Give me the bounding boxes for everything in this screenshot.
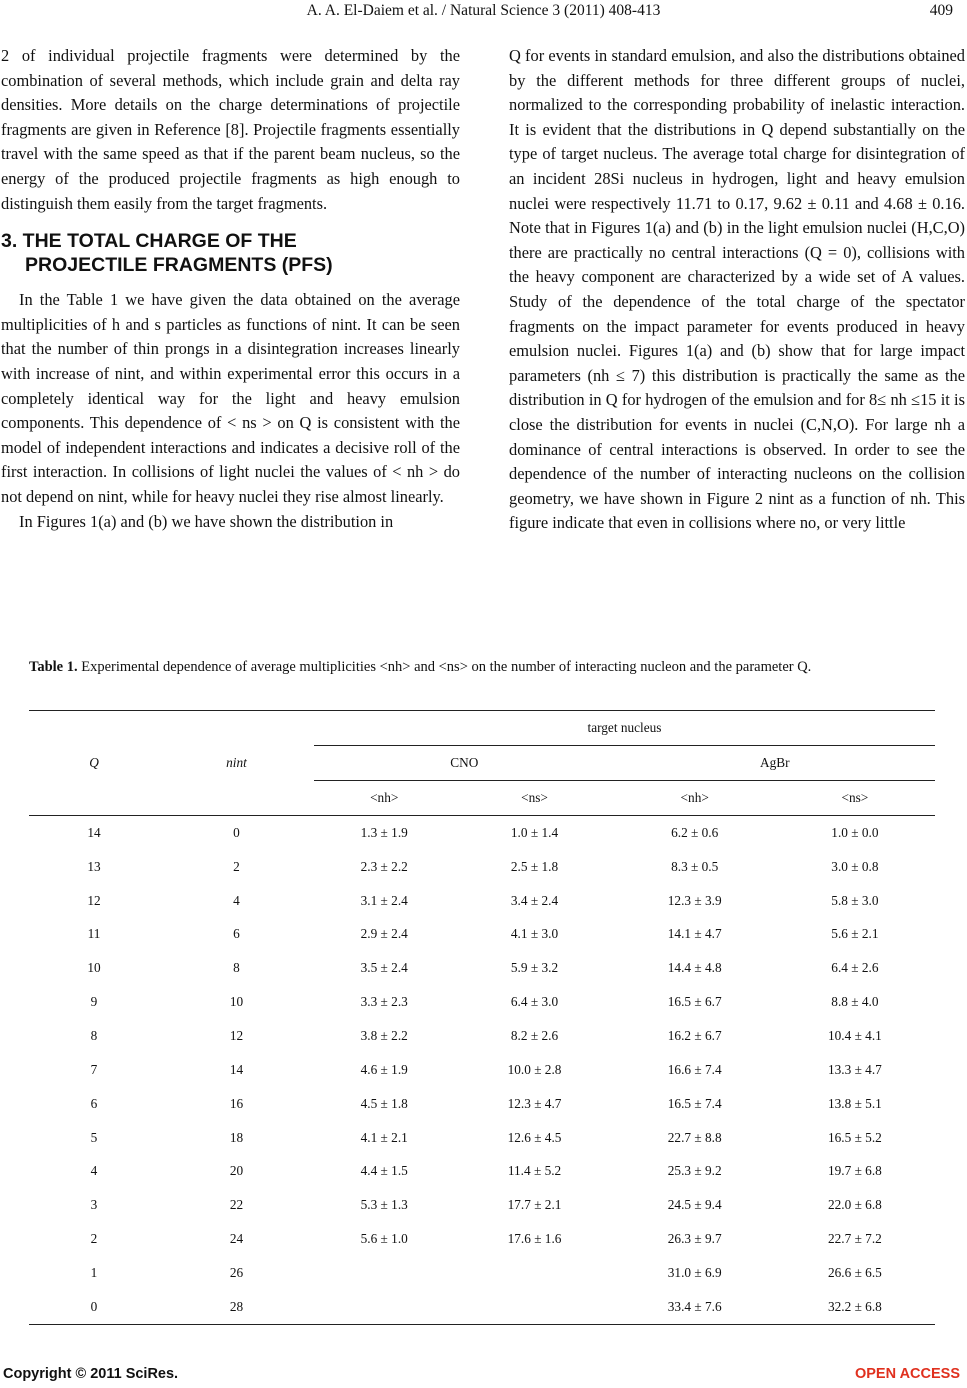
table-cell: 0: [90, 1298, 98, 1314]
table-cell: 2: [233, 858, 240, 874]
table-cell: 11.4 ± 5.2: [507, 1163, 562, 1179]
table-cell: 3.4 ± 2.4: [510, 892, 559, 908]
table-cell: 10: [229, 994, 244, 1010]
table-cell: 10.4 ± 4.1: [827, 1027, 882, 1043]
table-cell: 10: [87, 960, 101, 976]
header-nint: nint: [226, 755, 247, 770]
left-column: [1, 44, 460, 534]
table-cell: 4.1 ± 3.0: [510, 926, 559, 942]
table-cell: 3.8 ± 2.2: [360, 1027, 408, 1043]
table-cell: 12: [229, 1027, 244, 1043]
table-cell: 16: [229, 1095, 244, 1111]
table-cell: 4.1 ± 2.1: [360, 1129, 408, 1145]
table-row: [29, 1222, 935, 1256]
table-cell: 13: [87, 858, 101, 874]
table-row: [29, 850, 935, 884]
table-cell: 3.1 ± 2.4: [360, 892, 408, 908]
table-cell: 4.6 ± 1.9: [360, 1061, 408, 1077]
header-agbr: AgBr: [615, 746, 935, 781]
table-row: [29, 816, 935, 850]
table-cell: 2.3 ± 2.2: [360, 858, 408, 874]
paragraph-multiplicities: In the Table 1 we have given the data obtained on the average multiplicities of h and s particles as functions of nint. It can be seen that the number of thin prongs in a disintegration increases linearly with increase of nint, and within experimental error this occurs in a completely identical way for the light and heavy emulsion components. This dependence of < ns > on Q is consistent with the model of independent interactions and indicates a decisive roll of the first interaction. In collisions of light nuclei the values of < nh > do not depend on nint, while for heavy nuclei they rise almost linearly.: [1, 290, 460, 506]
page-number: 409: [929, 2, 953, 19]
header-cno-ns: <ns>: [521, 790, 548, 805]
table-cell: 19.7 ± 6.8: [827, 1163, 882, 1179]
table-cell: 12.3 ± 4.7: [507, 1095, 562, 1111]
table-cell: 16.2 ± 6.7: [667, 1027, 722, 1043]
table-cell: 26.3 ± 9.7: [667, 1231, 722, 1247]
table-row: [29, 1154, 935, 1188]
table-row: [29, 1121, 935, 1155]
table-cell: 4: [90, 1163, 98, 1179]
table-cell: 3.0 ± 0.8: [831, 858, 879, 874]
table-cell: 16.5 ± 7.4: [667, 1095, 722, 1111]
table-cell: [454, 1290, 614, 1324]
table-cell: 5.3 ± 1.3: [360, 1197, 408, 1213]
paragraph-figures-intro: In Figures 1(a) and (b) we have shown the distribution in: [19, 511, 394, 531]
table-row: [29, 1019, 935, 1053]
table-cell: 11: [87, 926, 101, 942]
table-cell: [314, 1290, 454, 1324]
table-cell: 14.1 ± 4.7: [667, 926, 722, 942]
paragraph-charge-methods: 2 of individual projectile fragments were determined by the combination of several methods, which include grain and delta ray densities. More details on the charge determinations of projectile fragments are given in Reference [8]. Projectile fragments essentially travel with the same speed as that if the parent beam nucleus, so the energy of the produced projectile fragments as high enough to distinguish them easily from the target fragments.: [1, 46, 460, 213]
table-cell: [454, 1256, 614, 1290]
table-cell: 12.6 ± 4.5: [507, 1129, 562, 1145]
table-cell: 16.5 ± 5.2: [827, 1129, 882, 1145]
table-cell: 2: [90, 1231, 98, 1247]
table-cell: 3.5 ± 2.4: [360, 960, 408, 976]
table-cell: 12.3 ± 3.9: [667, 892, 722, 908]
table-cell: 6: [90, 1095, 98, 1111]
table-cell: 22.7 ± 7.2: [827, 1231, 882, 1247]
header-target-nucleus: target nucleus: [314, 711, 935, 746]
table-cell: 12: [87, 892, 101, 908]
table-cell: 17.6 ± 1.6: [507, 1231, 562, 1247]
table-cell: 14: [229, 1061, 244, 1077]
table-cell: 24.5 ± 9.4: [667, 1197, 722, 1213]
table-cell: 8.8 ± 4.0: [831, 994, 879, 1010]
table-cell: 14: [87, 824, 101, 840]
table-cell: 7: [90, 1061, 98, 1077]
table-row: [29, 985, 935, 1019]
table-cell: 3.3 ± 2.3: [360, 994, 408, 1010]
table-caption: [29, 657, 939, 677]
table-cell: 8.3 ± 0.5: [671, 858, 719, 874]
table-cell: 1.0 ± 1.4: [510, 824, 559, 840]
table-cell: 5.8 ± 3.0: [831, 892, 879, 908]
table-cell: 16.5 ± 6.7: [667, 994, 722, 1010]
table-cell: 4: [233, 892, 240, 908]
table-row: [29, 1290, 935, 1324]
running-title: A. A. El-Daiem et al. / Natural Science 3 (2011) 408-413: [306, 2, 661, 19]
table-cell: 17.7 ± 2.1: [507, 1197, 562, 1213]
table-body: [29, 816, 935, 1325]
table-cell: 8: [90, 1027, 98, 1043]
table-cell: 18: [229, 1129, 244, 1145]
table-cell: 1.0 ± 0.0: [831, 824, 879, 840]
header-agbr-nh: <nh>: [680, 790, 709, 805]
table-cell: 2.9 ± 2.4: [360, 926, 408, 942]
table-cell: 2.5 ± 1.8: [510, 858, 559, 874]
right-column: [509, 44, 965, 536]
table-cell: 6.2 ± 0.6: [671, 824, 719, 840]
table-cell: 4.5 ± 1.8: [360, 1095, 408, 1111]
table-cell: 26: [229, 1264, 244, 1280]
section-heading-line1: 3. THE TOTAL CHARGE OF THE: [1, 230, 297, 253]
table-cell: 5: [90, 1129, 98, 1145]
table-cell: 6: [233, 926, 240, 942]
table-cell: 6.4 ± 3.0: [510, 994, 559, 1010]
table-cell: 24: [229, 1231, 244, 1247]
table-cell: 1.3 ± 1.9: [360, 824, 408, 840]
table-cell: 31.0 ± 6.9: [667, 1264, 722, 1280]
table-row: [29, 1053, 935, 1087]
table-row: [29, 951, 935, 985]
table-caption-label: Table 1.: [29, 659, 78, 675]
table-cell: 22.0 ± 6.8: [827, 1197, 882, 1213]
table-cell: 5.6 ± 1.0: [360, 1231, 408, 1247]
table-caption-text: Experimental dependence of average multiplicities <nh> and <ns> on the number of interacting nucleon and the parameter Q.: [81, 659, 812, 675]
table-cell: 20: [229, 1163, 244, 1179]
table-cell: 0: [233, 824, 240, 840]
open-access-label: OPEN ACCESS: [854, 1366, 960, 1382]
table-cell: 22: [229, 1197, 244, 1213]
header-q: Q: [89, 755, 99, 770]
copyright-text: Copyright © 2011 SciRes.: [3, 1366, 179, 1382]
table-cell: 13.8 ± 5.1: [827, 1095, 882, 1111]
table-cell: 10.0 ± 2.8: [507, 1061, 562, 1077]
table-cell: 5.6 ± 2.1: [831, 926, 879, 942]
running-header: [0, 2, 967, 24]
section-heading-line2: PROJECTILE FRAGMENTS (PFS): [25, 254, 333, 277]
table-cell: 14.4 ± 4.8: [667, 960, 722, 976]
table-cell: 6.4 ± 2.6: [831, 960, 879, 976]
paragraph-q-distribution: Q for events in standard emulsion, and also the distributions obtained by the different methods for three different groups of nuclei, normalized to the corresponding probability of inelastic interaction. It is evident that the distributions in Q depend substantially on the type of target nucleus. The average total charge for disintegration of an incident 28Si nucleus in hydrogen, light and heavy emulsion nuclei were respectively 11.71 to 0.17, 9.62 ± 0.11 and 4.68 ± 0.16. Note that in Figures 1(a) and (b) in the light emulsion nuclei (H,C,O) there are practically no central interactions (Q = 0), collisions with the heavy component are characterized by a wide set of A values. Study of the dependence of the total charge of the spectator fragments on the impact parameter for events produced in heavy emulsion nuclei. Figures 1(a) and (b) show that for large impact parameters (nh ≤ 7) this distribution is practically the same as the distribution in Q for hydrogen of the emulsion and for 8≤ nh ≤15 it is close the distribution for events in nuclei (C,N,O). For large nh a dominance of central interactions is observed. In order to see the dependence of the number of interacting nucleons on the collision geometry, we have shown in Figure 2 nint as a function of nh. This figure indicate that even in collisions where no, or very little: [509, 46, 965, 533]
table-cell: 1: [90, 1264, 98, 1280]
table-row: [29, 918, 935, 952]
table-cell: 8.2 ± 2.6: [510, 1027, 559, 1043]
table-cell: 28: [229, 1298, 244, 1314]
table-cell: 32.2 ± 6.8: [827, 1298, 882, 1314]
table-cell: [314, 1256, 454, 1290]
table-cell: 8: [233, 960, 240, 976]
header-agbr-ns: <ns>: [841, 790, 869, 805]
table-cell: 33.4 ± 7.6: [667, 1298, 722, 1314]
table-cell: 16.6 ± 7.4: [667, 1061, 722, 1077]
table-cell: 5.9 ± 3.2: [510, 960, 559, 976]
table-cell: 4.4 ± 1.5: [360, 1163, 408, 1179]
table-cell: 26.6 ± 6.5: [827, 1264, 882, 1280]
table-cell: 9: [90, 994, 98, 1010]
table-cell: 22.7 ± 8.8: [667, 1129, 722, 1145]
table-cell: 3: [90, 1197, 98, 1213]
table-row: [29, 884, 935, 918]
header-cno-nh: <nh>: [370, 790, 399, 805]
header-cno: CNO: [314, 746, 615, 781]
table-row: [29, 1087, 935, 1121]
table-row: [29, 1256, 935, 1290]
results-table: [29, 710, 935, 1325]
table-row: [29, 1188, 935, 1222]
section-heading: [1, 229, 460, 277]
table-cell: 13.3 ± 4.7: [827, 1061, 882, 1077]
table-cell: 25.3 ± 9.2: [667, 1163, 722, 1179]
